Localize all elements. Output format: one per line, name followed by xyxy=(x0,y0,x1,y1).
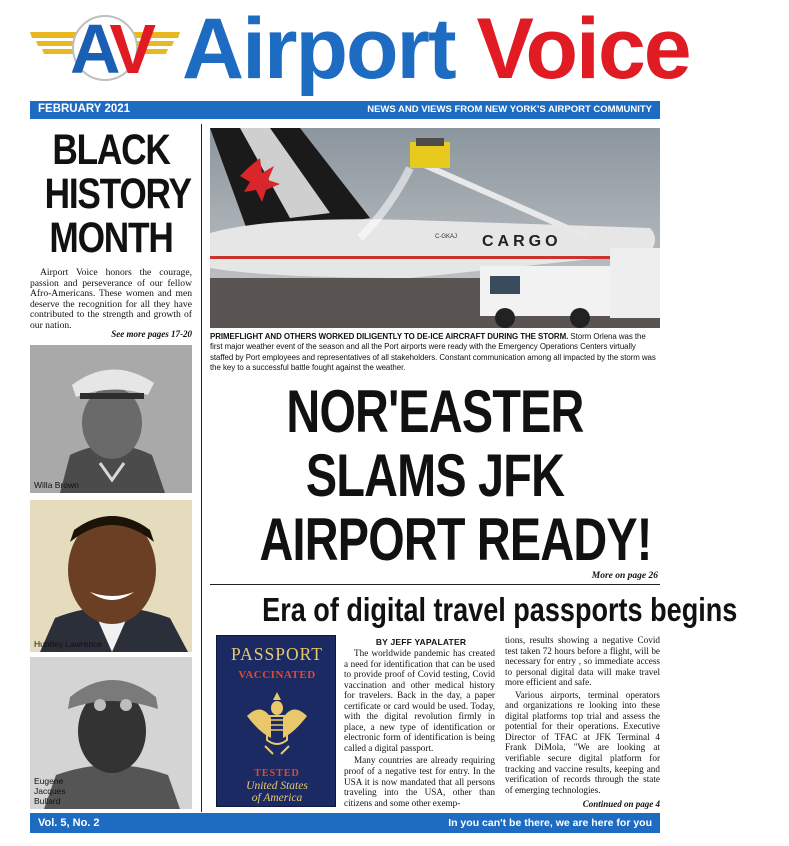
more-on-page-link[interactable]: More on page 26 xyxy=(591,571,658,581)
portrait-image-icon xyxy=(30,345,192,493)
article-paragraph: The worldwide pandemic has created a need for identification that can be used to provide proof of Covid testing, Covid vaccination and other medical history for travelers. Back in the day, a paper certificate or card would be used. Today, with the digital revolution firmly in place, a new type of identification or electronic form of identification is being called a digital passport. xyxy=(344,648,495,753)
title-word-airport: Airport xyxy=(182,1,455,97)
title-word-voice: Voice xyxy=(476,1,690,97)
article-title: Era of digital travel passports begins xyxy=(262,591,738,628)
portrait-image-icon xyxy=(30,500,192,652)
continued-link[interactable]: Continued on page 4 xyxy=(582,799,660,809)
photo-caption: Eugene Jacques Bullard xyxy=(34,776,66,806)
article-paragraph: Various airports, terminal operators and organizations re looking into these digital platforms top trial and assess the potential for their operations. Executive Director of TFAC at JFK Terminal 4 Frank DiMola, "We are looking at verifiable secure digital platform for tracking and vaccine results, keeping and verification of records through the state of emerging technologies. xyxy=(505,689,660,795)
registration-label: C-GKAJ xyxy=(435,234,458,240)
black-history-text: Airport Voice honors the courage, passion and perseverance of our fellow Afro-Americans. These women and men deserve the recognition for all they have contributed to the strength and growth of our nation. xyxy=(30,267,192,331)
tagline: NEWS AND VIEWS FROM NEW YORK'S AIRPORT COMMUNITY xyxy=(367,104,652,115)
black-history-column xyxy=(30,124,192,814)
footer-band xyxy=(30,813,660,833)
eagle-seal-icon xyxy=(245,688,309,762)
masthead xyxy=(0,0,690,100)
date-band xyxy=(30,101,660,119)
av-logo: AV xyxy=(70,10,151,88)
cargo-label: CARGO xyxy=(482,233,562,250)
passport-country: United States of America xyxy=(246,780,308,804)
passport-title: PASSPORT xyxy=(231,644,323,664)
hero-photo-deicing xyxy=(210,128,660,328)
photo-willa-brown xyxy=(30,345,192,493)
article-column-2 xyxy=(505,635,660,797)
hero-caption-lead: PRIMEFLIGHT AND OTHERS WORKED DILIGENTLY TO DE-ICE AIRCRAFT DURING THE STORM. xyxy=(210,332,569,341)
article-column-1 xyxy=(344,648,495,810)
black-history-heading: BLACK HISTORY MONTH xyxy=(44,126,191,262)
main-headline: NOR'EASTER SLAMS JFK AIRPORT READY! xyxy=(259,378,652,573)
column-divider xyxy=(201,124,202,812)
tested-stamp: TESTED xyxy=(254,768,300,779)
photo-huntley-lawrence xyxy=(30,500,192,652)
photo-eugene-bullard xyxy=(30,657,192,809)
footer-motto: In you can't be there, we are here for you xyxy=(448,817,652,829)
article-paragraph: Many countries are already requiring proof of a negative test for entry. In the USA it is now mandated that all persons traveling into the USA, other than citizens and some other exemp- xyxy=(344,755,495,808)
newspaper-title xyxy=(182,1,690,97)
vaccinated-stamp: VACCINATED xyxy=(238,669,316,681)
byline: BY JEFF YAPALATER xyxy=(375,637,467,647)
aircraft-deicing-image-icon xyxy=(210,128,660,328)
photo-caption: Huntley Lawrence xyxy=(34,639,103,649)
hero-caption xyxy=(210,332,660,374)
passport-image xyxy=(216,635,336,807)
see-more-link[interactable]: See more pages 17-20 xyxy=(111,329,192,339)
article-paragraph: tions, results showing a negative Covid test taken 72 hours before a flight, will be necessary for entry , so immediate access to personal digital data will make travel more efficient and safe. xyxy=(505,635,660,688)
photo-caption: Willa Brown xyxy=(34,480,79,490)
section-divider xyxy=(210,584,660,585)
hero-caption-body: Storm Orlena was the first major weather event of the season and all the Port airports were ready with the Emergency Operations Centers virtually staffed by Port employees and representatives of all stakeholders. Constant communication among all impacted by the storm was the key to a successful battle fought against the weather. xyxy=(210,332,656,373)
volume-number: Vol. 5, No. 2 xyxy=(38,817,100,829)
issue-date: FEBRUARY 2021 xyxy=(38,103,131,115)
